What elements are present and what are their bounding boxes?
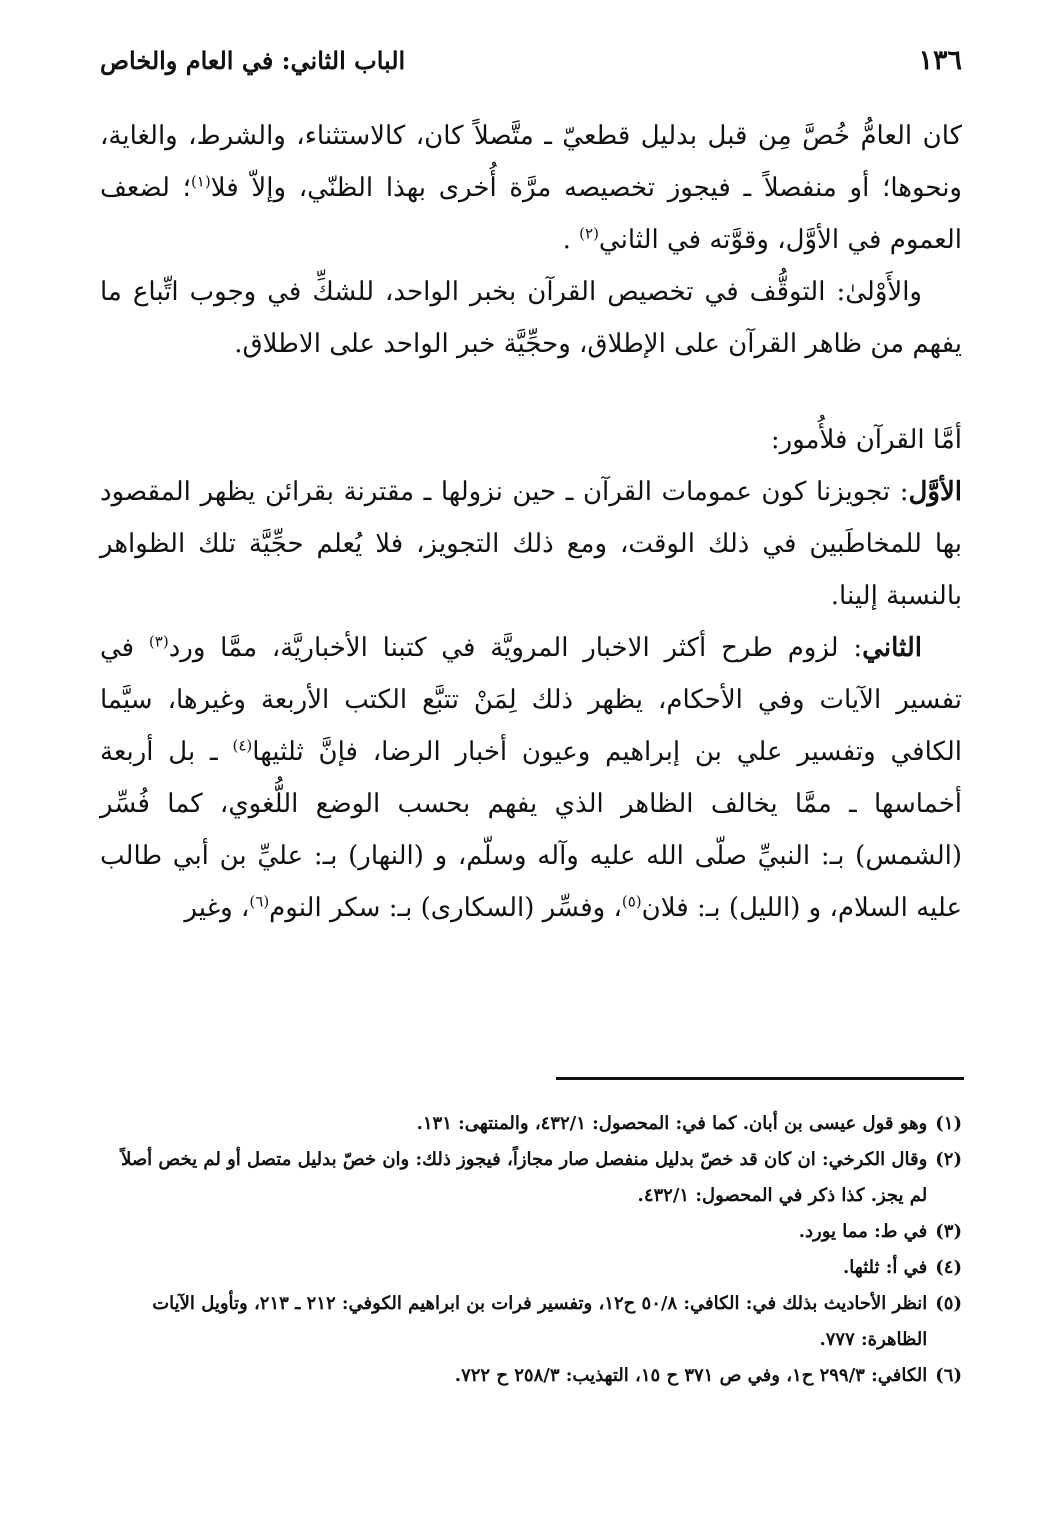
- paragraph-5-text-e: ، وغير: [184, 893, 250, 923]
- footnote-text: انظر الأحاديث بذلك في: الكافي: ٥٠/٨ ح١٢، وتفسير فرات بن ابراهيم الكوفي: ٢١٢ ـ ٢١٣، وتأويل الآيات الظاهرة: ٧٧٧.: [152, 1293, 928, 1350]
- paragraph-4-lead: الأوَّل: [908, 477, 962, 507]
- footnote-item: [100, 1358, 962, 1394]
- footnote-item: [100, 1214, 962, 1250]
- paragraph-5-text-c: ـ بل أربعة أخماسها ـ ممَّا يخالف الظاهر الذي يفهم بحسب الوضع اللُّغوي، كما فُسِّر (الشمس) بـ: النبيِّ صلّى الله عليه وآله وسلّم، و (النهار) بـ: عليِّ بن أبي طالب عليه السلام، و (الليل) بـ: فلان: [100, 737, 962, 923]
- paragraph-4-text: : تجويزنا كون عمومات القرآن ـ حين نزولها ـ مقترنة بقرائن يظهر المقصود بها للمخاطَبين في ذلك الوقت، ومع ذلك التجويز، فلا يُعلم حجِّيَّة تلك الظواهر بالنسبة إلينا.: [100, 477, 962, 611]
- footnote-ref-3: (٣): [148, 632, 169, 651]
- footnote-ref-5: (٥): [621, 892, 642, 911]
- paragraph-3: أمَّا القرآن فلأُمور:: [770, 425, 962, 455]
- footnote-number: (٥): [935, 1293, 962, 1314]
- paragraph-5: [100, 622, 962, 934]
- footnote-number: (٢): [935, 1149, 962, 1170]
- footnote-item: [100, 1250, 962, 1286]
- footnote-divider: [556, 1077, 964, 1080]
- paragraph-5-text-d: ، وفسِّر (السكارى) بـ: سكر النوم: [269, 893, 622, 923]
- footnote-ref-4: (٤): [232, 736, 253, 755]
- paragraph-5-text-b: في تفسير الآيات وفي الأحكام، يظهر ذلك لِمَنْ تتبَّع الكتب الأربعة وغيرها، سيَّما الكافي وتفسير علي بن إبراهيم وعيون أخبار الرضا، فإنَّ ثلثيها: [100, 633, 963, 767]
- footnote-item: [100, 1106, 962, 1142]
- footnote-text: الكافي: ٢٩٩/٣ ح١، وفي ص ٣٧١ ح ١٥، التهذيب: ٢٥٨/٣ ح ٧٢٢.: [454, 1365, 928, 1386]
- footnote-number: (١): [935, 1113, 962, 1134]
- footnote-ref-2: (٢): [579, 224, 599, 243]
- paragraph-5-lead: الثاني: [862, 633, 922, 663]
- page-header: [100, 38, 962, 82]
- footnote-number: (٣): [935, 1221, 962, 1242]
- paragraph-1-text-a: كان العامُّ خُصَّ مِن قبل بدليل قطعيّ ـ متَّصلاً كان، كالاستثناء، والشرط، والغاية، ونحوها؛ أو منفصلاً ـ فيجوز تخصيصه مرَّة أُخرى بهذا الظنّي، وإلاّ فلا: [100, 121, 962, 203]
- footnote-text: في ط: مما يورد.: [798, 1221, 928, 1242]
- footnote-number: (٦): [935, 1365, 962, 1386]
- footnote-ref-1: (١): [190, 172, 211, 191]
- page-number: ١٣٦: [918, 44, 962, 76]
- footnote-text: وقال الكرخي: ان كان قد خصّ بدليل منفصل صار مجازاً، فيجوز ذلك: وان خصّ بدليل متصل أو لم يخص أصلاً لم يجز. كذا ذكر في المحصول: ٤٣٢/١.: [121, 1149, 928, 1206]
- running-title: الباب الثاني: في العام والخاص: [100, 45, 406, 75]
- footnote-ref-6: (٦): [249, 892, 270, 911]
- paragraph-1: [100, 110, 962, 266]
- footnote-item: [100, 1142, 962, 1214]
- paragraph-2: والأَوْلىٰ: التوقُّف في تخصيص القرآن بخبر الواحد، للشكِّ في وجوب اتِّباع ما يفهم من ظاهر القرآن على الإطلاق، وحجِّيَّة خبر الواحد على الاطلاق.: [100, 277, 962, 359]
- paragraph-1-text-b: ؛ لضعف العموم في الأوَّل، وقوَّته في الثاني: [100, 173, 962, 255]
- footnote-number: (٤): [935, 1257, 962, 1278]
- footnotes: [100, 1106, 962, 1394]
- paragraph-1-text-c: .: [562, 225, 580, 255]
- footnote-text: في أ: ثلثها.: [843, 1257, 928, 1278]
- main-text: [100, 110, 962, 934]
- footnote-item: [100, 1286, 962, 1358]
- section-gap: [100, 370, 962, 414]
- footnote-text: وهو قول عيسى بن أبان. كما في: المحصول: ٤٣٢/١، والمنتهى: ١٣١.: [416, 1113, 928, 1134]
- paragraph-4: [100, 466, 962, 622]
- paragraph-5-text-a: : لزوم طرح أكثر الاخبار المرويَّة في كتبنا الأخباريَّة، ممَّا ورد: [168, 633, 863, 663]
